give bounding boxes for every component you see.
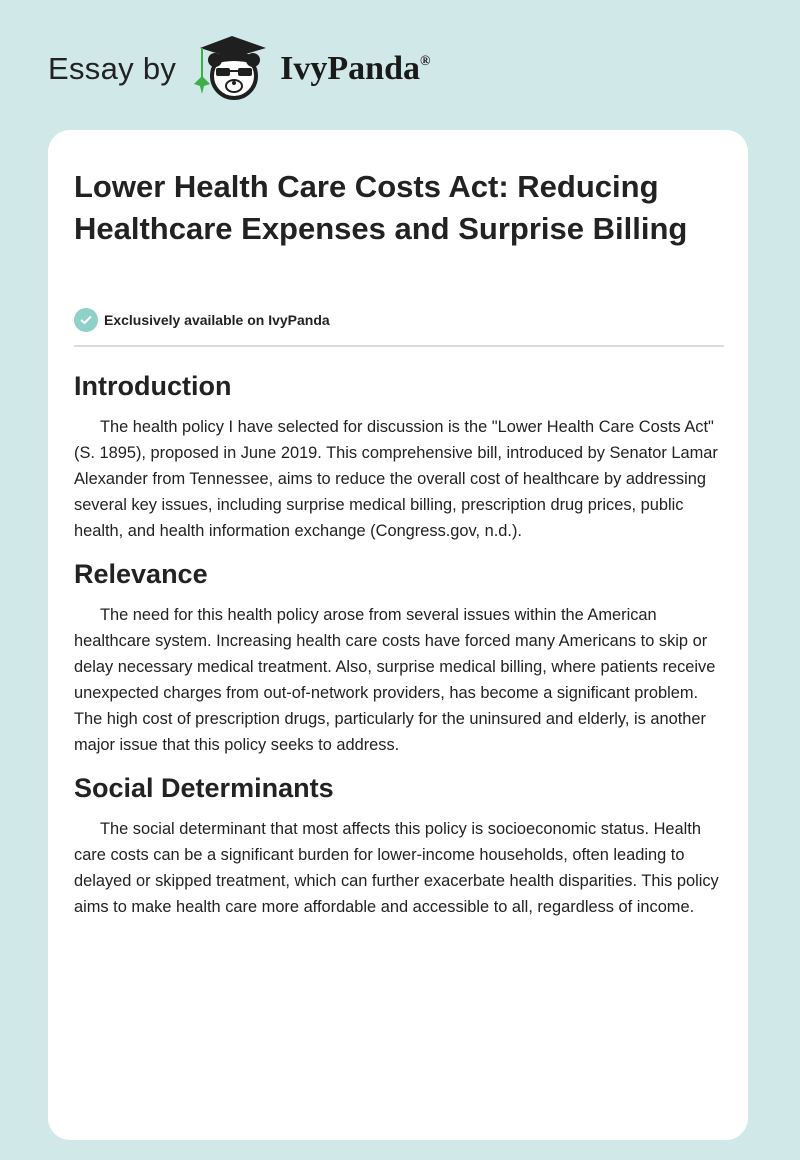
section-paragraph: The social determinant that most affects this policy is socioeconomic status. Health care costs can be a significant burden for lower-income households, often leading to delayed or skipped treatment, which can further exacerbate health disparities. This policy aims to make health care more affordable and accessible to all, regardless of income. (74, 820, 719, 916)
essay-by-label: Essay by (48, 51, 177, 86)
section-heading: Social Determinants (74, 773, 334, 803)
divider (74, 345, 724, 347)
section-relevance (74, 554, 724, 758)
brand-text: IvyPanda (280, 50, 420, 87)
essay-card (48, 130, 748, 1140)
exclusive-badge (74, 308, 330, 332)
check-icon (74, 308, 98, 332)
site-header (48, 34, 430, 104)
brand-name[interactable] (280, 50, 430, 88)
badge-text: Exclusively available on IvyPanda (104, 312, 330, 328)
section-paragraph: The health policy I have selected for discussion is the "Lower Health Care Costs Act" (S. 1895), proposed in June 2019. This comprehensive bill, introduced by Senator Lamar Alexander from Tennessee, aims to reduce the overall cost of healthcare by addressing several key issues, including surprise medical billing, prescription drug prices, public health, and health information exchange (Congress.gov, n.d.). (74, 418, 718, 540)
essay-content (74, 366, 724, 930)
essay-title: Lower Health Care Costs Act: Reducing Healthcare Expenses and Surprise Billing (74, 169, 688, 246)
ivypanda-logo-icon[interactable] (190, 34, 276, 104)
section-heading: Relevance (74, 559, 208, 589)
section-paragraph: The need for this health policy arose from several issues within the American healthcare system. Increasing health care costs have forced many Americans to skip or delay necessary medical treatment. Also, surprise medical billing, where patients receive unexpected charges from out-of-network providers, has become a significant problem. The high cost of prescription drugs, particularly for the uninsured and elderly, is another major issue that this policy seeks to address. (74, 606, 716, 754)
registered-mark: ® (420, 54, 431, 69)
section-social-determinants (74, 768, 724, 920)
section-introduction (74, 366, 724, 544)
section-heading: Introduction (74, 371, 232, 401)
